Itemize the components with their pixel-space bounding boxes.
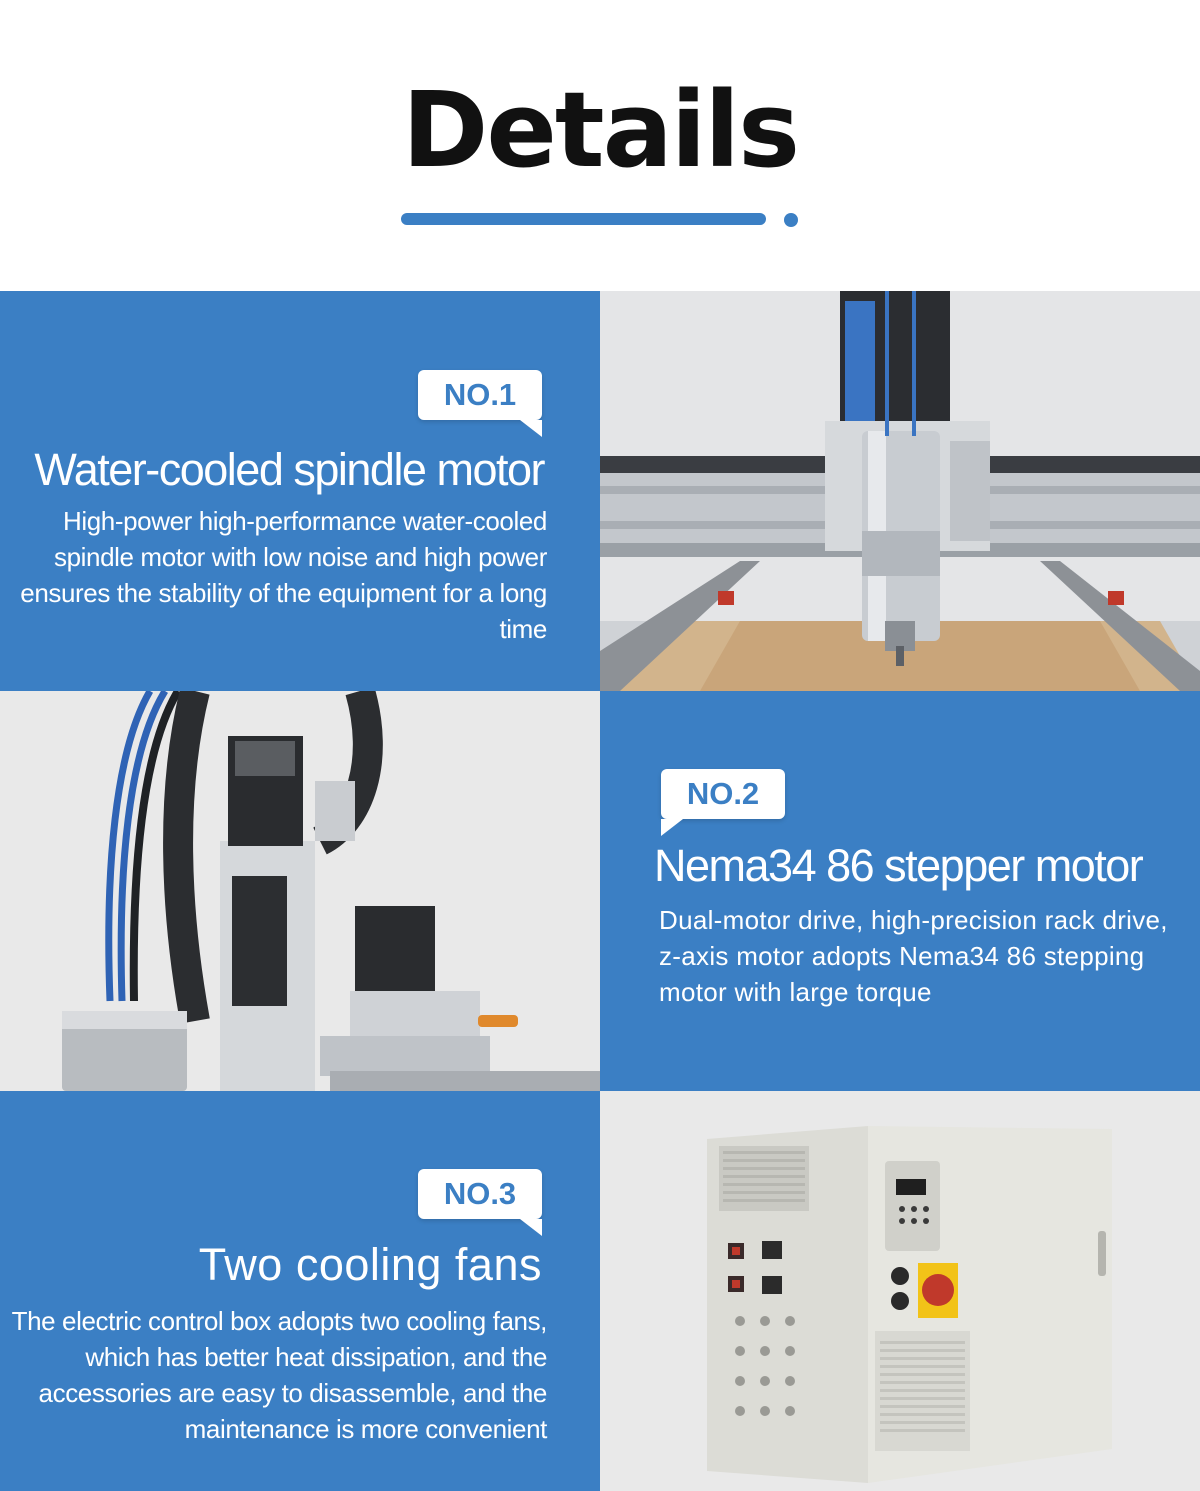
- section-1-badge-label: NO.1: [443, 377, 517, 412]
- title-underline-bar: [401, 213, 766, 225]
- section-3-description: The electric control box adopts two cooling fans, which has better heat dissipation, and the accessories are easy to disassemble, and the maintenance is more convenient: [11, 1306, 547, 1444]
- title-underline-dot: [784, 213, 798, 227]
- section-3-heading: Two cooling fans: [198, 1239, 542, 1290]
- section-1-description: High-power high-performance water-cooled spindle motor with low noise and high power ensures the stability of the equipment for a long time: [20, 506, 547, 644]
- section-1-heading: Water-cooled spindle motor: [34, 444, 544, 495]
- section-1-badge: [418, 370, 542, 420]
- section-2-heading: Nema34 86 stepper motor: [654, 840, 1143, 891]
- spindle-motor-image: [600, 291, 1200, 691]
- page-header: [0, 0, 1200, 291]
- stepper-motor-image: [0, 691, 600, 1091]
- section-1-text-panel: [0, 291, 600, 691]
- page-title: Details: [402, 69, 798, 191]
- section-2-badge: [661, 769, 785, 819]
- section-3-text-panel: [0, 1091, 600, 1491]
- section-3-badge-label: NO.3: [443, 1176, 517, 1211]
- section-2-description: Dual-motor drive, high-precision rack drive, z-axis motor adopts Nema34 86 stepping motor with large torque: [659, 905, 1168, 1007]
- section-1-photo: [600, 291, 1200, 691]
- section-3-photo: [600, 1091, 1200, 1491]
- section-2-badge-label: NO.2: [686, 776, 760, 811]
- section-2-photo: [0, 691, 600, 1091]
- section-3-badge: [418, 1169, 542, 1219]
- section-2-text-panel: [600, 691, 1200, 1091]
- control-box-image: [600, 1091, 1200, 1491]
